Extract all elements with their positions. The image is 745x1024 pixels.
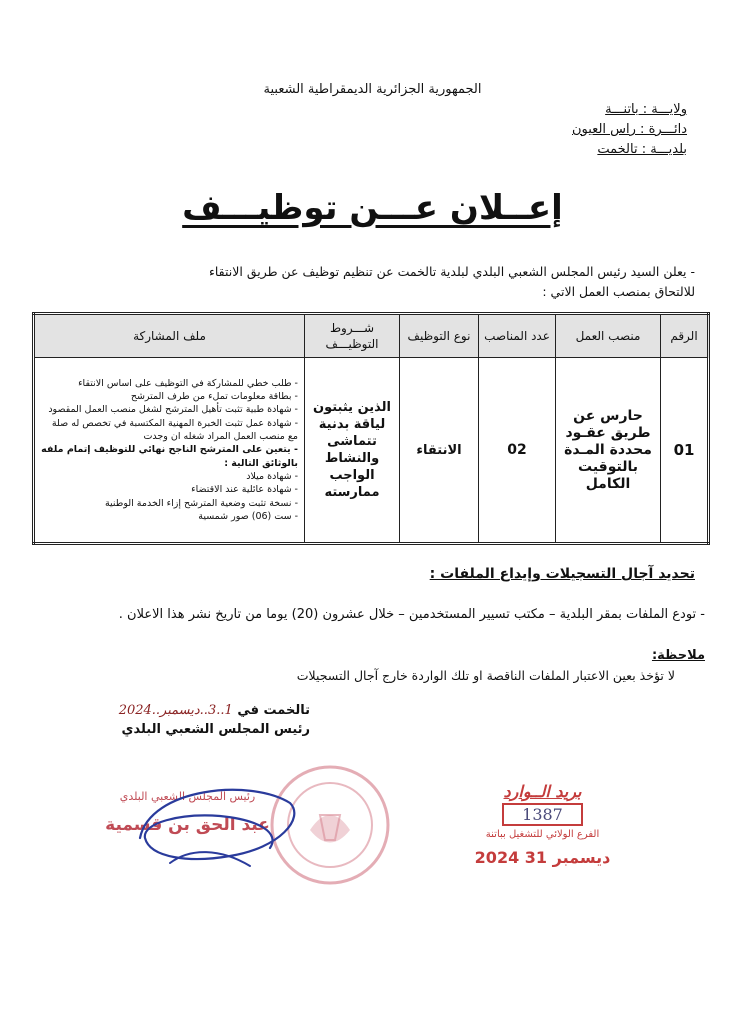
commune-line: بلديـــة : تالخمت [597,142,687,157]
daira-line: دائـــرة : راس العيون [572,122,687,137]
admin-block [572,100,687,160]
handwritten-date: 1..3..ديسمبر..2024 [118,703,233,718]
page-title: إعــلان عـــن توظيـــف [182,188,563,228]
intro-line-1: - يعلن السيد رئيس المجلس الشعبي البلدي لبلدية تالخمت عن تنظيم توظيف عن طريق الانتقاء [208,264,695,279]
table-header-row [34,314,709,358]
file-item: - نسخة تثبت وضعية المترشح إزاء الخدمة الوطنية [104,497,298,509]
cell-conditions: الذين يثبتون لياقة بدنية تتماشى والنشاط الواجب ممارسته [305,358,400,544]
cell-post: حارس عن طريق عقـود محددة المـدة بالتوقيت الكامل [556,358,661,544]
header-type: نوع التوظيف [400,314,479,358]
republic-heading: الجمهورية الجزائرية الديمقراطية الشعبية [263,82,482,97]
cell-num: 01 [661,358,709,544]
header-post: منصب العمل [556,314,661,358]
received-stamp-date: 2024 ديسمبر 31 [474,848,611,867]
intro-line-2: للالتحاق بمنصب العمل الاتي : [542,284,695,299]
file-item: - شهادة ميلاد [246,470,298,482]
header-count: عدد المناصب [479,314,556,358]
wilaya-line: ولايـــة : باتنـــة [605,102,687,117]
header-num: الرقم [661,314,709,358]
place-date-prefix: تالخمت في [237,703,310,718]
cell-file [34,358,305,544]
note-body: لا تؤخذ بعين الاعتبار الملفات الناقصة او تلك الواردة خارج آجال التسجيلات [296,668,675,683]
file-item: - يتعين على المترشح الناجح نهائي للتوظيف إتمام ملفه بالوثائق التالية : [41,444,298,469]
deadlines-title: تحديد آجال التسجيلات وإيداع الملفات : [429,566,695,582]
received-stamp-office: الفرع الولائي للتشغيل بباتنة [485,829,600,840]
received-stamp-number: 1387 [502,803,583,826]
signature-icon [130,778,305,873]
deadlines-body: - تودع الملفات بمقر البلدية – مكتب تسيير المستخدمين – خلال عشرون (20) يوما من تاريخ نشر هذا الاعلان . [118,607,705,622]
jobs-table [32,312,710,545]
file-item: - ست (06) صور شمسية [198,510,298,522]
intro-paragraph [45,262,695,302]
file-item: - بطاقة معلومات تملء من طرف المترشح [130,391,298,403]
received-stamp-title: بريد الــوارد [503,782,582,801]
received-stamp [455,782,630,892]
cell-type: الانتقاء [400,358,479,544]
mayor-stamp-name: عبد الحق بن قسمية [105,815,270,835]
header-file: ملف المشاركة [34,314,305,358]
place-date [119,703,310,718]
signatory-title: رئيس المجلس الشعبي البلدي [121,722,310,737]
cell-count: 02 [479,358,556,544]
file-list [41,377,298,523]
note-title: ملاحظة: [651,648,705,663]
table-row [34,358,709,544]
file-item: - شهادة عائلية عند الاقتضاء [191,484,298,496]
file-item: - شهادة طبية تثبت تأهيل المترشح لشغل منصب العمل المقصود [48,404,298,416]
file-item: - طلب خطي للمشاركة في التوظيف على اساس الانتقاء [78,377,298,389]
header-conditions: شـــروط التوظيـــف [305,314,400,358]
mayor-stamp-org: رئيس المجلس الشعبي البلدي [119,790,256,803]
file-item: - شهادة عمل تثبت الخبرة المهنية المكتسبة في تخصص له صلة مع منصب العمل المراد شغله ان وجدت [51,417,298,443]
